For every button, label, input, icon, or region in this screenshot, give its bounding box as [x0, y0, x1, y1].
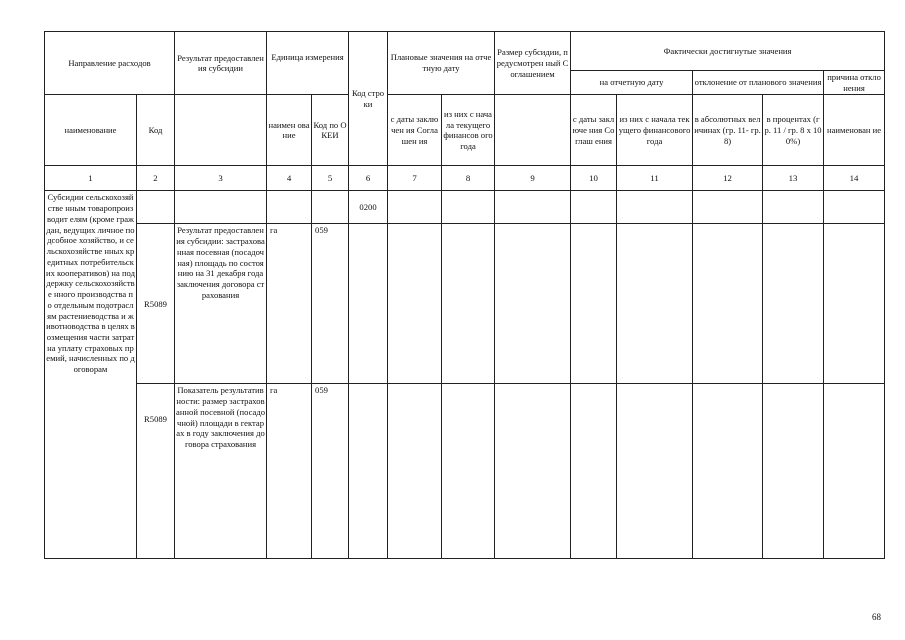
empty-cell — [442, 224, 495, 384]
page-number: 68 — [872, 612, 881, 622]
col-num-4: 4 — [267, 166, 312, 191]
col-num-13: 13 — [763, 166, 824, 191]
header-actual-from-agreement: с даты заключе ния Соглаш ения — [571, 95, 617, 166]
header-unit-name: наимен ование — [267, 95, 312, 166]
row-result-cell: Показатель результативности: размер застрахованной посевной (посадочной) площади в гектарах в году заключения договора страхования — [175, 384, 267, 559]
header-deviation: отклонение от планового значения — [693, 71, 824, 95]
header-result: Результат предоставления субсидии — [175, 32, 267, 95]
header-okei-code: Код по ОКЕИ — [312, 95, 349, 166]
empty-cell — [763, 384, 824, 559]
column-number-row — [45, 166, 885, 191]
header-name: наименование — [45, 95, 137, 166]
table-row — [45, 224, 885, 384]
row-unit-cell: га — [267, 224, 312, 384]
empty-cell — [824, 224, 885, 384]
subsidy-report-table — [44, 31, 885, 559]
empty-cell — [571, 224, 617, 384]
empty-cell — [617, 224, 693, 384]
col-num-8: 8 — [442, 166, 495, 191]
empty-cell — [349, 384, 388, 559]
row-result-cell: Результат предоставления субсидии: застрахованная посевная (посадочная) площадь по состоянию на 31 декабря года заключения договора страхования — [175, 224, 267, 384]
empty-cell — [495, 384, 571, 559]
empty-cell — [312, 191, 349, 224]
empty-cell — [388, 224, 442, 384]
col-num-6: 6 — [349, 166, 388, 191]
empty-cell — [442, 191, 495, 224]
header-actual: Фактически достигнутые значения — [571, 32, 885, 71]
row-okei-cell: 059 — [312, 384, 349, 559]
header-planned: Плановые значения на отчетную дату — [388, 32, 495, 95]
col-num-7: 7 — [388, 166, 442, 191]
empty-cell — [693, 384, 763, 559]
row-code-cell: R5089 — [137, 224, 175, 384]
empty-cell — [388, 384, 442, 559]
header-row-1 — [45, 32, 885, 71]
empty-cell — [693, 224, 763, 384]
empty-cell — [349, 224, 388, 384]
empty-cell — [495, 191, 571, 224]
row-unit-cell: га — [267, 384, 312, 559]
header-code: Код — [137, 95, 175, 166]
table-row-total — [45, 191, 885, 224]
empty-cell — [617, 191, 693, 224]
col-num-12: 12 — [693, 166, 763, 191]
empty-cell — [824, 384, 885, 559]
header-subsidy-size: Размер субсидии, предусмотрен ный Соглашением — [495, 32, 571, 95]
col-num-2: 2 — [137, 166, 175, 191]
empty-cell — [495, 224, 571, 384]
header-planned-from-year-start: из них с начала текущего финансов ого года — [442, 95, 495, 166]
row-code-cell: R5089 — [137, 384, 175, 559]
header-percent: в процентах (гр. 11 / гр. 8 х 100%) — [763, 95, 824, 166]
header-unit: Единица измерения — [267, 32, 349, 95]
col-num-5: 5 — [312, 166, 349, 191]
empty-cell — [763, 224, 824, 384]
empty-cell — [571, 384, 617, 559]
col-num-14: 14 — [824, 166, 885, 191]
line-code-cell: 0200 — [349, 191, 388, 224]
empty-cell — [175, 191, 267, 224]
col-num-3: 3 — [175, 166, 267, 191]
empty-cell — [693, 191, 763, 224]
empty-cell — [137, 191, 175, 224]
header-reasons: причина отклонения — [824, 71, 885, 95]
empty-cell — [617, 384, 693, 559]
header-planned-from-agreement: с даты заключен ия Соглашен ия — [388, 95, 442, 166]
empty-cell — [267, 191, 312, 224]
header-direction: Направление расходов — [45, 32, 175, 95]
empty-cell — [571, 191, 617, 224]
empty-cell — [763, 191, 824, 224]
empty-cell — [824, 191, 885, 224]
empty-cell — [442, 384, 495, 559]
table-row — [45, 384, 885, 559]
col-num-1: 1 — [45, 166, 137, 191]
direction-name-cell: Субсидии сельскохозяйстве нным товаропроизводит елям (кроме граждан, ведущих личное подсобное хозяйство, и сельскохозяйстве нных кредитных потребительских кооперативов) на поддержку сельскохозяйстве нного производства по отдельным подотраслям растениеводства и животноводства в целях возмещения части затрат на уплату страховых премий, начисленных по договорам — [45, 191, 137, 559]
header-actual-from-year-start: из них с начала текущего финансового года — [617, 95, 693, 166]
col-num-10: 10 — [571, 166, 617, 191]
row-okei-cell: 059 — [312, 224, 349, 384]
header-abs-values: в абсолютных величинах (гр. 11- гр. 8) — [693, 95, 763, 166]
empty-cell — [388, 191, 442, 224]
header-on-report-date: на отчетную дату — [571, 71, 693, 95]
col-num-11: 11 — [617, 166, 693, 191]
header-reason-name: наименован ие — [824, 95, 885, 166]
header-line-code: Код строки — [349, 32, 388, 166]
col-num-9: 9 — [495, 166, 571, 191]
